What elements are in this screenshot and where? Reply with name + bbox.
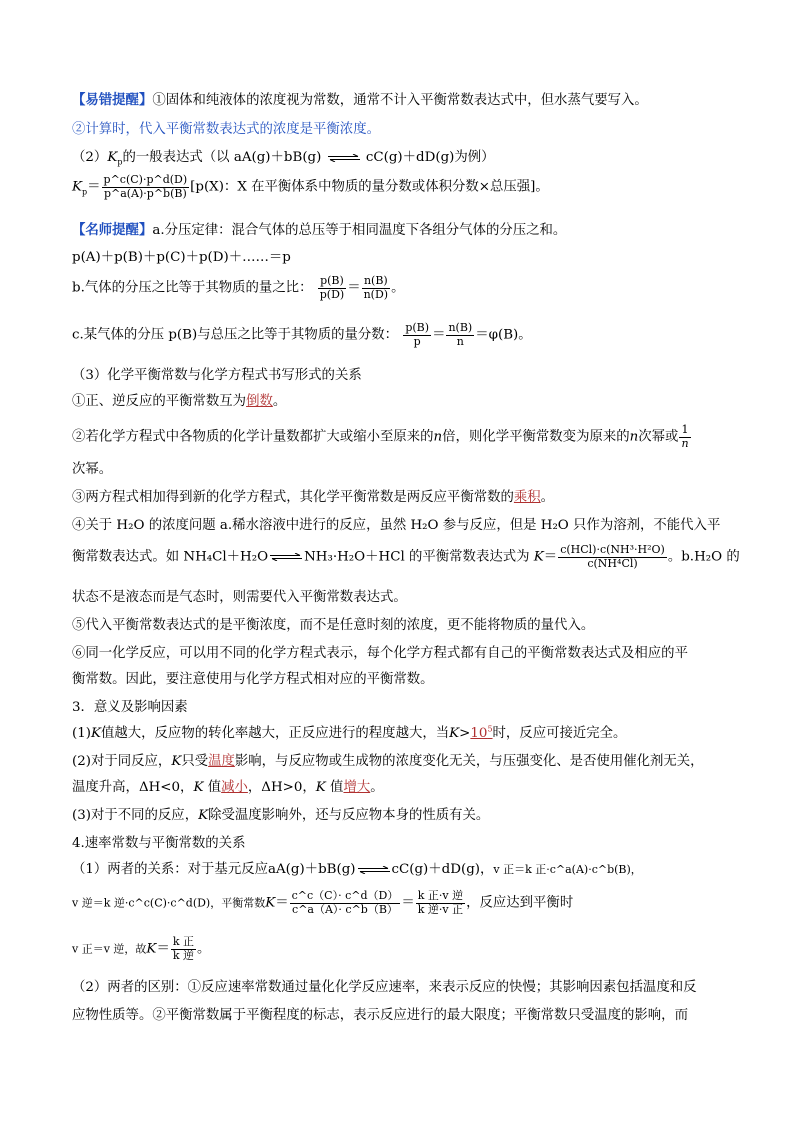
s3-title: （3）化学平衡常数与化学方程式书写形式的关系: [72, 368, 362, 383]
s3-p4: ④关于 H₂O 的浓度问题 a.稀水溶液中进行的反应，虽然 H₂O 参与反应，但是 H₂O 只作为溶剂，不能代入平: [72, 518, 721, 533]
tip2-c: c.某气体的分压 p(B)与总压之比等于其物质的量分数： $\frac{p(B)}{p}$ ＝ $\frac{n(B)}{n}$ ＝φ(B)。: [72, 321, 532, 348]
sec4-l2: v 逆＝k 逆·c^c(C)·c^d(D)，平衡常数K＝ $\frac{c\^{}c(C)\cdot c\^{}d(D)}{c\^{}a(A)\cdot c\^{}b(B)}$ ＝ $\frac{\text{k 正·v 逆}}{\text{k 逆·v 正}}$ ，反应达到平衡时: [72, 889, 574, 916]
sec3-l4: (3)对于不同的反应，K除受温度影响外，还与反应物本身的性质有关。: [72, 808, 490, 823]
s3-p2: ②若化学方程式中各物质的化学计量数都扩大或缩小至原来的n倍，则化学平衡常数变为原来的n次幂或 $\frac{1}{n}$: [72, 423, 689, 450]
s3-p4-line3: 状态不是液态而是气态时，则需要代入平衡常数表达式。: [72, 590, 407, 605]
equilibrium-arrow-icon: [269, 553, 303, 561]
tip1-line2: ②计算时，代入平衡常数表达式的浓度是平衡浓度。: [72, 122, 380, 137]
equilibrium-arrow-icon: [357, 866, 391, 874]
sec4-l5: 应物性质等。②平衡常数属于平衡程度的标志，表示反应进行的最大限度；平衡常数只受温度的影响，而: [72, 1008, 688, 1023]
kp-intro: $(2)K_p$的一般表达式（以 aA(g)＋bB(g) cC(g)＋dD(g)为例）: [72, 150, 495, 167]
s3-p3: ③两方程式相加得到新的化学方程式，其化学平衡常数是两反应平衡常数的乘积。: [72, 490, 555, 505]
sec4-l3: v 正＝v 逆，故K＝ $\frac{\text{k 正}}{\text{k 逆}}$ 。: [72, 935, 211, 962]
s3-p1: ①正、逆反应的平衡常数互为倒数。: [72, 394, 287, 409]
kp-formula: $K_p=$ $\frac{p\^{}c(C)\cdot p\^{}d(D)}{p\^{}a(A)\cdot p\^{}b(B)}$ [p(X)：X 在平衡体系中物质的量分数或体积分数×总压强]。: [72, 173, 549, 200]
equilibrium-arrow-icon: [327, 154, 361, 162]
tip2-b: b.气体的分压之比等于其物质的量之比： $\frac{p(B)}{p(D)}$ ＝ $\frac{n(B)}{n(D)}$ 。: [72, 274, 405, 301]
s3-p2-tail: 次幂。: [72, 462, 113, 477]
sec4-l4: （2）两者的区别：①反应速率常数通过量化化学反应速率，来表示反应的快慢；其影响因素包括温度和反: [72, 980, 697, 995]
sec3-l3: 温度升高，ΔH<0，K 值减小，ΔH>0，K 值增大。: [72, 780, 384, 795]
sec3-title: 3．意义及影响因素: [72, 700, 188, 715]
sec4-title: 4.速率常数与平衡常数的关系: [72, 836, 246, 851]
tip2-line: 【名师提醒】a.分压定律：混合气体的总压等于相同温度下各组分气体的分压之和。: [72, 222, 567, 238]
tip1-label: 【易错提醒】: [72, 92, 153, 108]
tip1-line: [72, 90, 648, 111]
s3-p6: ⑥同一化学反应，可以用不同的化学方程式表示，每个化学方程式都有自己的平衡常数表达式及相应的平: [72, 646, 688, 661]
tip2-label: 【名师提醒】: [72, 222, 153, 238]
partial-pressure-sum: p(A)＋p(B)＋p(C)＋p(D)＋……＝p: [72, 250, 291, 265]
s3-p4-line2: 衡常数表达式。如 NH₄Cl＋H₂O NH₃·H₂O＋HCl 的平衡常数表达式为 K＝ $\frac{\text{c(HCl)·c(NH³·H²O)}}{\text{c(NH⁴Cl)}}$ 。b.H₂O 的: [72, 543, 740, 570]
s3-p5: ⑤代入平衡常数表达式的是平衡浓度，而不是任意时刻的浓度，更不能将物质的量代入。: [72, 618, 595, 633]
kp-fraction: $\frac{p\^{}c(C)\cdot p\^{}d(D)}{p\^{}a(A)\cdot p\^{}b(B)}$: [103, 173, 188, 200]
s3-p6-line2: 衡常数。因此，要注意使用与化学方程式相对应的平衡常数。: [72, 672, 434, 687]
kp-note: [p(X)：X 在平衡体系中物质的量分数或体积分数×总压强]。: [190, 179, 549, 195]
sec3-l1: (1)K值越大，反应物的转化率越大，正反应进行的程度越大，当$K>10^5$时，反应可接近完全。: [72, 724, 627, 741]
sec3-l2: (2)对于同反应，K只受温度影响，与反应物或生成物的浓度变化无关，与压强变化、是否使用催化剂无关，: [72, 754, 704, 769]
sec4-l1: （1）两者的关系：对于基元反应aA(g)＋bB(g) cC(g)＋dD(g)，v 正＝k 正·c^a(A)·c^b(B)，: [72, 862, 642, 877]
tip1-text: ①固体和纯液体的浓度视为常数，通常不计入平衡常数表达式中，但水蒸气要写入。: [152, 93, 648, 108]
